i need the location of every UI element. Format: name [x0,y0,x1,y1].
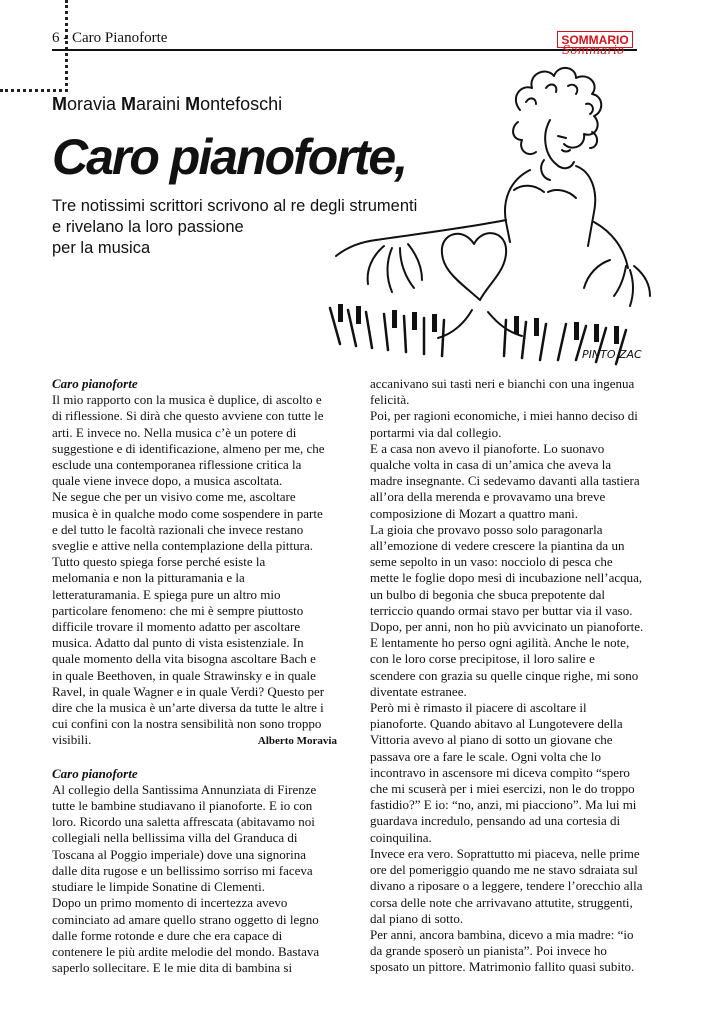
author-signature: Alberto Moravia [257,735,337,748]
column-left [52,376,337,976]
author-montefoschi: Montefoschi [185,94,283,114]
sommario-label: SOMMARIO [561,33,629,47]
subtitle-line: Tre notissimi scrittori scrivono al re degli strumenti [52,197,418,215]
text-line: diventate estranee. [370,683,467,699]
text-line: coinquilina. [370,829,432,845]
text-line: dalle forme rotonde e dure che era capace di [52,927,283,943]
subhead-moravia: Caro pianoforte [52,376,138,391]
text-line: particolare fenomeno: che mi è sempre piuttosto [52,602,304,618]
text-line: Per anni, ancora bambina, dicevo a mia madre: “io [370,926,634,942]
text-line: Il mio rapporto con la musica è duplice, di ascolto e [52,392,322,408]
text-line: che mi scuserà per i miei esercizi, non le do troppo [370,781,635,797]
text-line: musica è in qualche modo come sospendere in parte [52,505,323,521]
text-line: Ne segue che per un visivo come me, ascoltare [52,489,296,505]
subhead-maraini: Caro pianoforte [52,765,138,781]
text-line: loro. Ricordo una saletta affrescata (abitavamo noi [52,814,315,830]
text-line: sveglie e attive nella contemplazione della pittura. [52,538,313,554]
text-line: passava ore a fare le scale. Ogni volta che lo [370,748,602,764]
maraini-text-continued [370,376,660,976]
text-line: pianoforte. Quando abitavo al Lungotevere della [370,716,623,732]
text-line: quale momento della vita bisogna ascoltare Bach e [52,651,316,667]
text-line: Al collegio della Santissima Annunziata di Firenze [52,781,317,797]
author-moravia: Moravia [52,94,117,114]
text-line: e del tutto le facoltà razionali che invece restano [52,521,304,537]
text-line: musica. Adatto dal punto di vista esistenziale. In [52,635,304,651]
text-line: seme sepolto in un vaso: nocciolo di pesca che [370,554,613,570]
text-line: La gioia che provavo posso solo paragonarla [370,521,603,537]
text-line: qualche volta in casa di un’amica che aveva la [370,457,612,473]
text-line: mette le foglie dopo mesi di incubazione nell’acqua, [370,570,643,586]
column-right [370,376,660,976]
text-line: un bulbo di begonia che sbuca prepotente dal [370,586,606,602]
text-line: Invece era vero. Soprattutto mi piaceva, nelle prime [370,845,640,861]
text-line: guardava incredulo, pensando ad una cortesia di [370,813,621,829]
text-line: contenere le più ardite melodie del mondo. Bastava [52,943,320,959]
text-line: di riflessione. Si dirà che questo avviene con tutte le [52,408,324,424]
text-line: Toscana al Poggio imperiale) dove una signorina [52,846,306,862]
text-line: E a casa non avevo il pianoforte. Lo suonavo [370,440,605,456]
text-line: portarmi via dal collegio. [370,424,502,440]
text-line: con le loro corse precipitose, il loro salire e [370,651,595,667]
text-line: terriccio quando ormai stavo per buttar via il vaso. [370,602,633,618]
text-line: letteraturamania. E spiega pure un altro mio [52,586,281,602]
text-line: studiare le limpide Sonatine di Clementi. [52,879,266,895]
text-line: dire che la musica è un’arte diversa da tutte le altre i [52,700,324,716]
illustrator-signature: PINTO ZAC [582,348,642,361]
folio: 6 - Caro Pianoforte [52,30,168,46]
text-line: collegiali nella bellissima villa del Granduca di [52,830,298,846]
text-line: felicità. [370,392,410,408]
signature-line [52,732,337,749]
text-line: incontravo in ascensore mi diceva compìto “spero [370,764,630,780]
page-number: 6 [52,30,60,46]
text-line: Vittoria avevo al piano di sotto un giovane che [370,732,613,748]
section-name: Caro Pianoforte [72,30,168,46]
pianist-illustration [300,40,660,370]
subtitle-line: per la musica [52,239,151,257]
text-line: divano a riposare o a leggere, tendere l’orecchio alla [370,878,643,894]
text-line: Però mi è rimasto il piacere di ascoltare il [370,700,587,716]
last-line: visibili. [52,732,92,748]
text-line: ore del pomeriggio quando me ne stavo sdraiata sul [370,862,638,878]
author-names [52,94,282,115]
text-line: Poi, per ragioni economiche, i miei hanno deciso di [370,408,638,424]
text-line: corsa delle note che arrivavano attutite, struggenti, [370,894,633,910]
author-maraini: Maraini [121,94,181,114]
text-line: saperlo sollecitare. E le mie dita di bambina si [52,960,293,976]
text-line: madre insegnante. Ci sedevamo davanti alla tastiera [370,473,640,489]
text-line: scendere con grazia su quelle cinque righe, mi sono [370,667,639,683]
text-line: quale viene invece dopo, a musica ascoltata. [52,473,283,489]
text-line: all’ora della merenda e provavamo una breve [370,489,606,505]
article-title: Caro pianoforte, [52,129,407,185]
maraini-text-start [52,782,337,976]
text-line: esclude una contemporanea riflessione critica la [52,457,302,473]
text-line: Dopo un primo momento di incertezza avevo [52,895,288,911]
text-line: melomania e non la pitturamania e la [52,570,245,586]
text-line: cui confini con la nostra sensibilità non sono troppo [52,716,322,732]
sommario-script: Sommario [562,43,625,57]
text-line: tutte le bambine studiavano il pianoforte. E io con [52,798,313,814]
text-line: difficile trovare il momento adatto per ascoltare [52,619,301,635]
text-line: cominciato ad amare quello strano oggetto di legno [52,911,319,927]
subtitle-line: e rivelano la loro passione [52,218,244,236]
text-line: Dopo, per anni, non ho più avvicinato un pianoforte. [370,619,644,635]
text-line: composizione di Mozart a quattro mani. [370,505,578,521]
text-line: dal piano di sotto. [370,910,464,926]
text-line: accanivano sui tasti neri e bianchi con una ingenua [370,376,635,391]
text-line: arti. E invece no. Nella musica c’è un potere di [52,424,297,440]
moravia-text [52,392,337,732]
text-line: all’emozione di vedere crescere la piantina da un [370,538,625,554]
text-line: da grande sposerò un pianista”. Poi invece ho [370,943,607,959]
text-line: Tutto questo spiega forse perché esiste la [52,554,266,570]
text-line: E lentamente ho perso ogni agilità. Anche le note, [370,635,630,651]
text-line: dalle dita rugose e un bellissimo sorriso mi faceva [52,862,313,878]
text-line: suggestione e di identificazione, almeno per me, che [52,440,325,456]
text-line: sposato un pittore. Matrimonio fallito quasi subito. [370,959,635,975]
text-line: fastidio?” E io: “no, anzi, mi piacciono”. Ma lui mi [370,797,637,813]
text-line: in quale Beethoven, in quale Strawinsky e in quale [52,667,316,683]
text-line: Ravel, in quale Wagner e in quale Verdi? Questo per [52,683,325,699]
